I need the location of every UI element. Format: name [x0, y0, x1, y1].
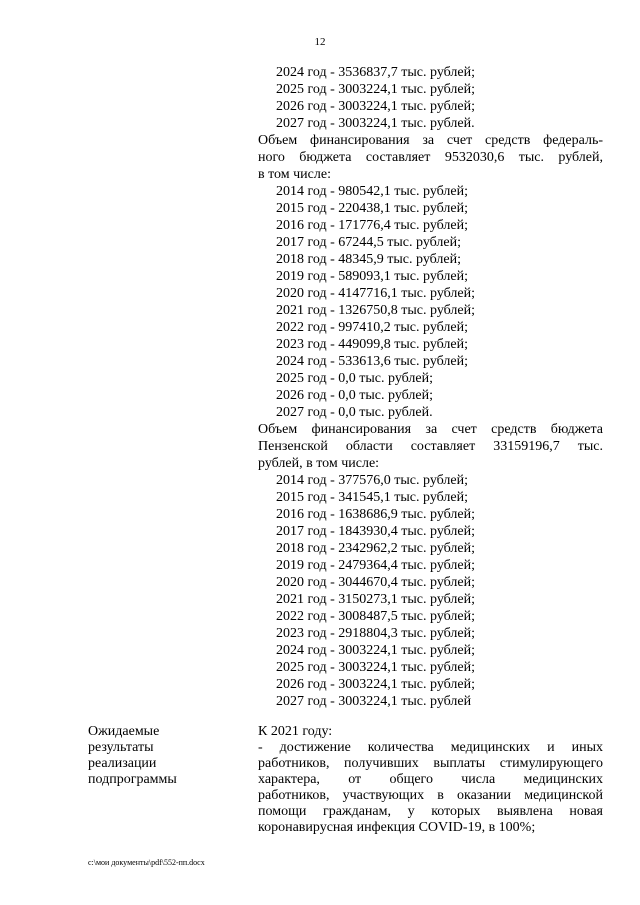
year-amount-item: 2018 год - 48345,9 тыс. рублей;: [276, 252, 462, 267]
results-line: помощи гражданам, у которых выявлена новая: [258, 804, 603, 819]
federal-intro-line: Объем финансирования за счет средств федераль-: [258, 133, 603, 148]
year-amount-item: 2026 год - 3003224,1 тыс. рублей;: [276, 677, 476, 692]
year-amount-item: 2018 год - 2342962,2 тыс. рублей;: [276, 541, 476, 556]
file-path-footer: c:\мои документы\pdf\552-пп.docx: [88, 858, 205, 867]
label-line: подпрограммы: [88, 772, 177, 787]
results-line: работников, участвующих в оказании медицинской: [258, 788, 603, 803]
year-amount-item: 2020 год - 4147716,1 тыс. рублей;: [276, 286, 476, 301]
label-line: Ожидаемые: [88, 724, 160, 739]
federal-year-list: [258, 183, 603, 421]
top-year-list: [258, 64, 603, 132]
year-amount-item: 2022 год - 997410,2 тыс. рублей;: [276, 320, 469, 335]
year-amount-item: 2022 год - 3008487,5 тыс. рублей;: [276, 609, 476, 624]
results-line: работников, получивших выплаты стимулирующего: [258, 756, 603, 771]
year-amount-item: 2025 год - 0,0 тыс. рублей;: [276, 371, 434, 386]
results-line: - достижение количества медицинских и иных: [258, 740, 603, 755]
year-amount-item: 2023 год - 449099,8 тыс. рублей;: [276, 337, 469, 352]
label-line: реализации: [88, 756, 157, 771]
year-amount-item: 2024 год - 3536837,7 тыс. рублей;: [276, 65, 476, 80]
year-amount-item: 2021 год - 1326750,8 тыс. рублей;: [276, 303, 476, 318]
results-heading: К 2021 году:: [258, 724, 333, 739]
year-amount-item: 2014 год - 980542,1 тыс. рублей;: [276, 184, 469, 199]
year-amount-item: 2016 год - 171776,4 тыс. рублей;: [276, 218, 469, 233]
expected-results: [258, 724, 603, 836]
year-amount-item: 2025 год - 3003224,1 тыс. рублей;: [276, 82, 476, 97]
regional-intro-line: рублей, в том числе:: [258, 456, 380, 471]
year-amount-item: 2019 год - 589093,1 тыс. рублей;: [276, 269, 469, 284]
year-amount-item: 2025 год - 3003224,1 тыс. рублей;: [276, 660, 476, 675]
year-amount-item: 2017 год - 67244,5 тыс. рублей;: [276, 235, 462, 250]
federal-intro-line: в том числе:: [258, 167, 331, 182]
regional-intro-line: Объем финансирования за счет средств бюджета: [258, 422, 603, 437]
year-amount-item: 2027 год - 3003224,1 тыс. рублей.: [276, 116, 475, 131]
results-line: характера, от общего числа медицинских: [258, 772, 603, 787]
year-amount-item: 2020 год - 3044670,4 тыс. рублей;: [276, 575, 476, 590]
regional-year-list: [258, 472, 603, 710]
results-line: коронавирусная инфекция COVID-19, в 100%;: [258, 820, 536, 835]
label-line: результаты: [88, 740, 154, 755]
funding-block: [258, 64, 603, 710]
year-amount-item: 2026 год - 3003224,1 тыс. рублей;: [276, 99, 476, 114]
regional-intro-line: Пензенской области составляет 33159196,7 тыс.: [258, 439, 603, 454]
page-number: 12: [314, 36, 326, 48]
year-amount-item: 2021 год - 3150273,1 тыс. рублей;: [276, 592, 476, 607]
federal-intro-line: ного бюджета составляет 9532030,6 тыс. рублей,: [258, 150, 603, 165]
year-amount-item: 2016 год - 1638686,9 тыс. рублей;: [276, 507, 476, 522]
year-amount-item: 2024 год - 533613,6 тыс. рублей;: [276, 354, 469, 369]
expected-results-label: [88, 724, 238, 788]
year-amount-item: 2024 год - 3003224,1 тыс. рублей;: [276, 643, 476, 658]
regional-intro: [258, 421, 603, 472]
year-amount-item: 2014 год - 377576,0 тыс. рублей;: [276, 473, 469, 488]
year-amount-item: 2027 год - 3003224,1 тыс. рублей: [276, 694, 472, 709]
year-amount-item: 2023 год - 2918804,3 тыс. рублей;: [276, 626, 476, 641]
year-amount-item: 2015 год - 341545,1 тыс. рублей;: [276, 490, 469, 505]
year-amount-item: 2017 год - 1843930,4 тыс. рублей;: [276, 524, 476, 539]
year-amount-item: 2027 год - 0,0 тыс. рублей.: [276, 405, 433, 420]
year-amount-item: 2019 год - 2479364,4 тыс. рублей;: [276, 558, 476, 573]
year-amount-item: 2015 год - 220438,1 тыс. рублей;: [276, 201, 469, 216]
year-amount-item: 2026 год - 0,0 тыс. рублей;: [276, 388, 434, 403]
federal-intro: [258, 132, 603, 183]
